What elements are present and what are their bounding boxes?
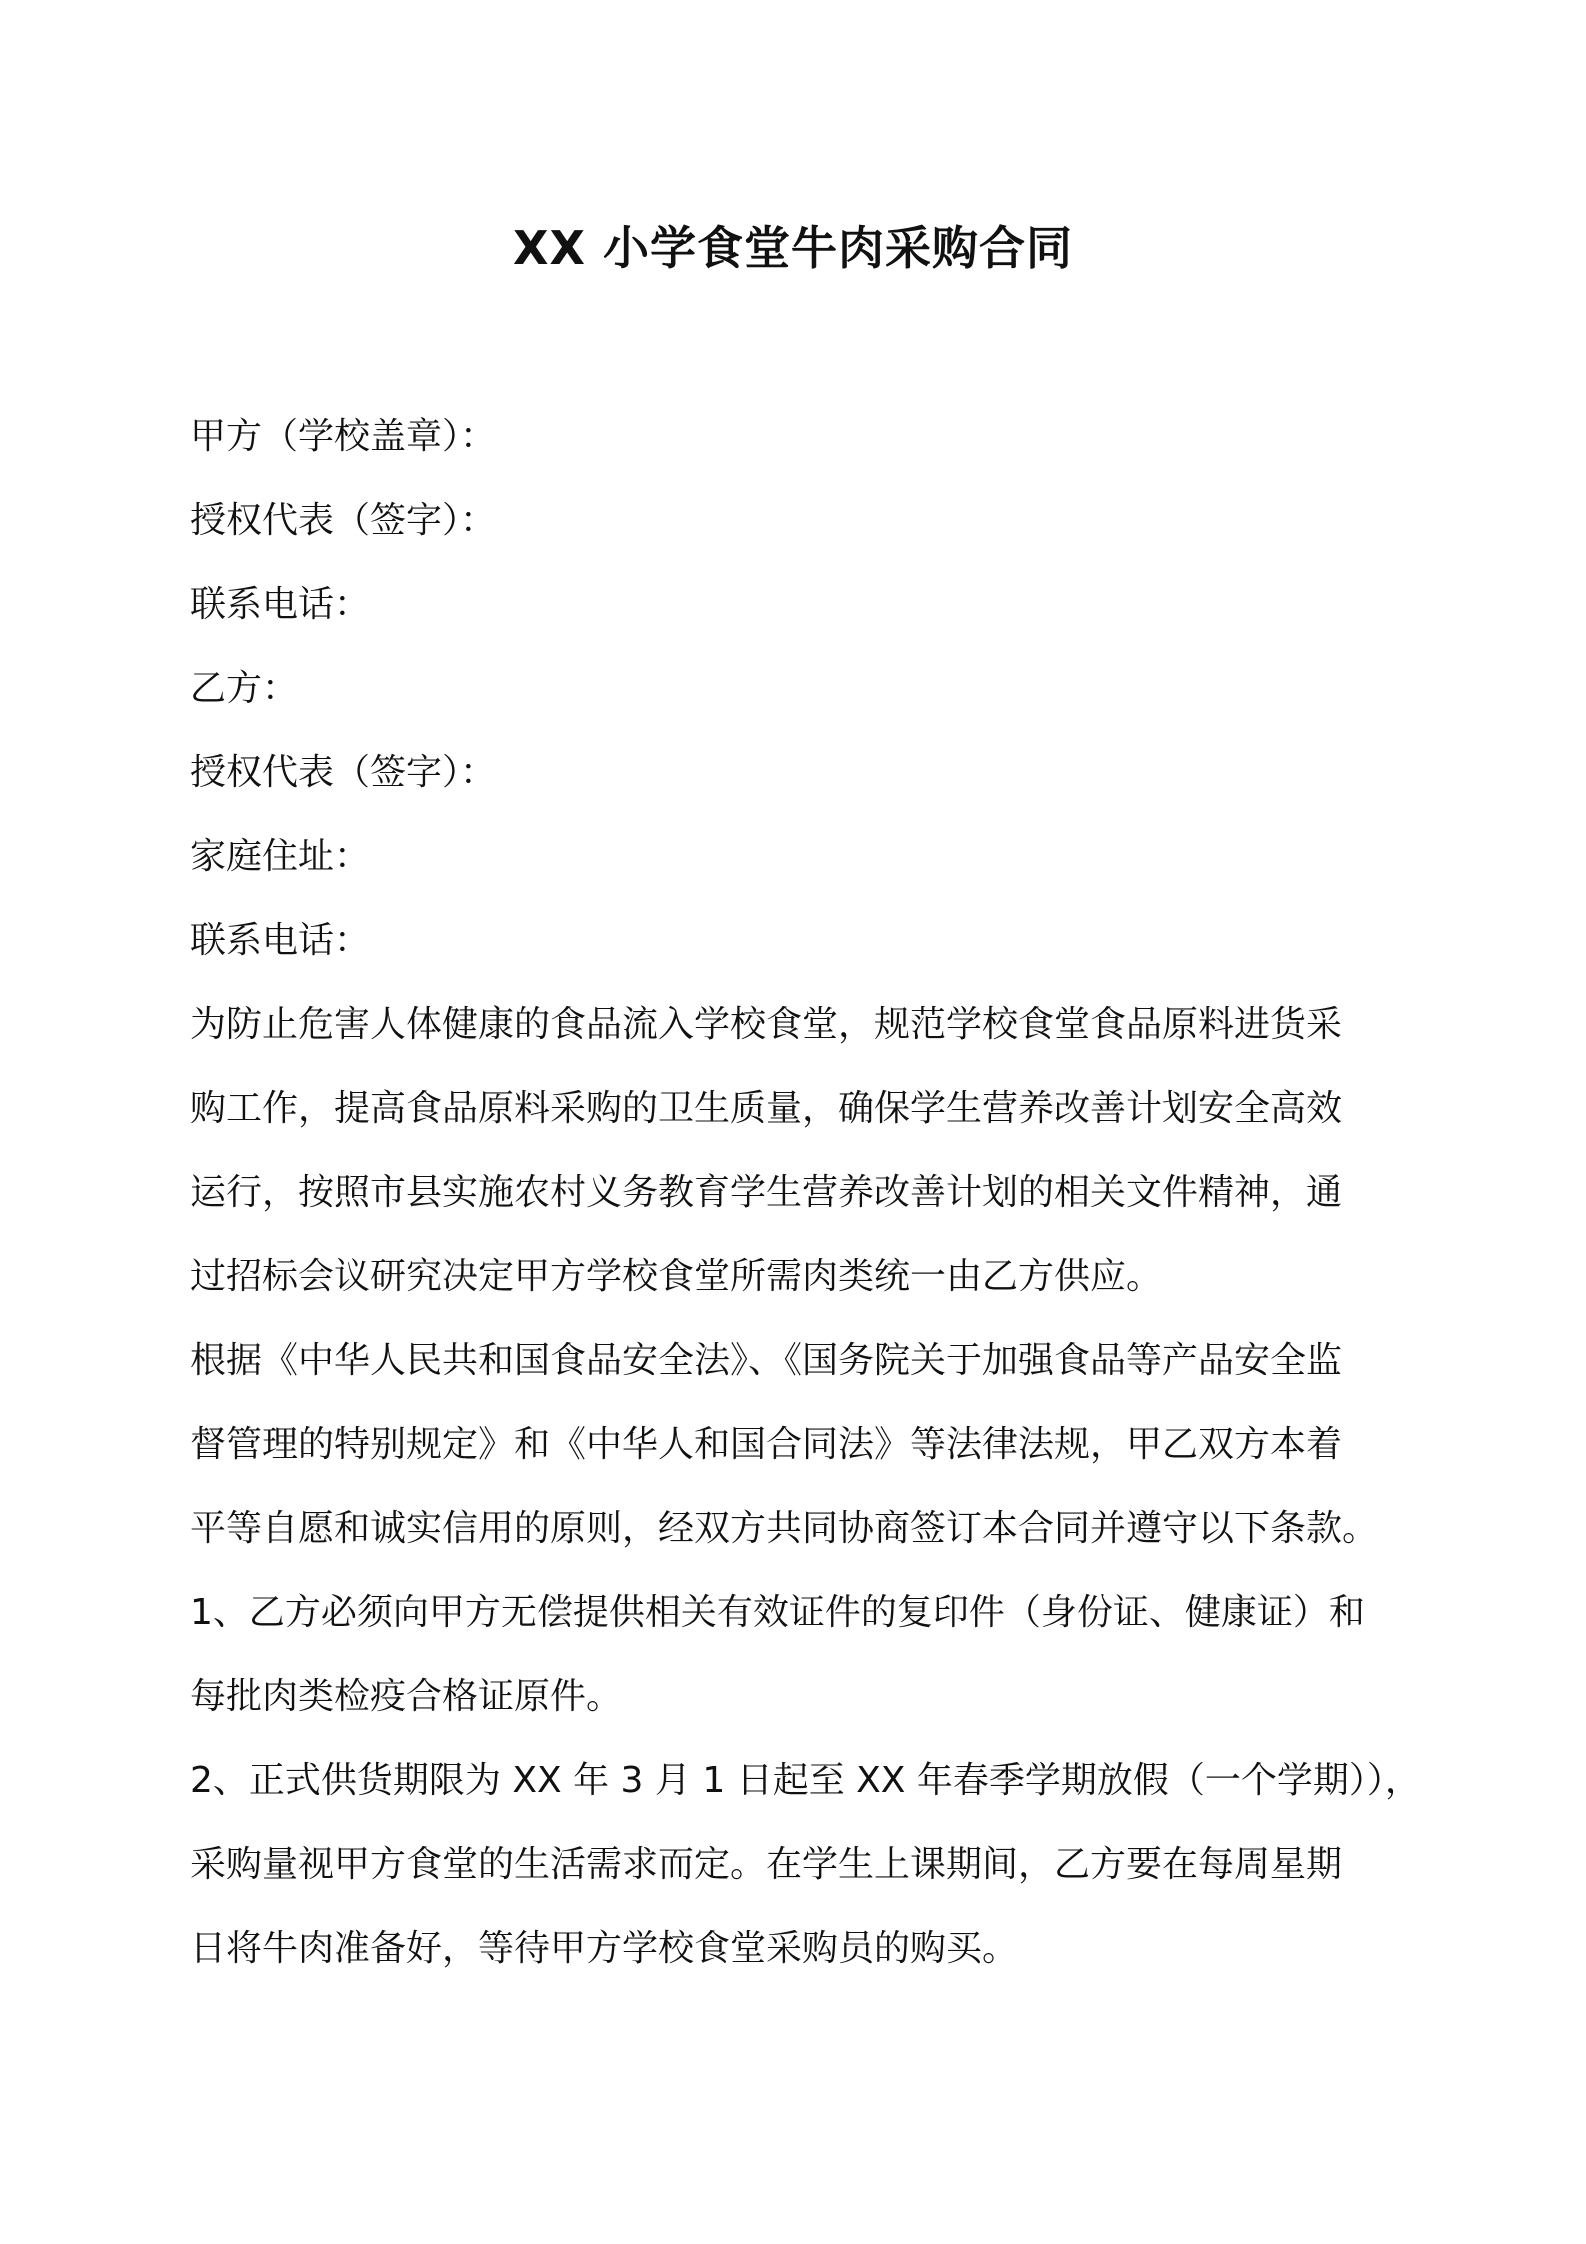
field-party-a: 甲方（学校盖章）： <box>190 416 497 457</box>
paragraph-purpose-line: 购工作，提高食品原料采购的卫生质量，确保学生营养改善计划安全高效 <box>190 1088 1343 1129</box>
document-body <box>190 395 1421 1991</box>
clause-1-line: 每批肉类检疫合格证原件。 <box>190 1676 623 1717</box>
document-title: XX 小学食堂牛肉采购合同 <box>513 221 1073 275</box>
clause-1-line: 1、乙方必须向甲方无偿提供相关有效证件的复印件（身份证、健康证）和 <box>190 1592 1365 1633</box>
paragraph-legal-basis-line: 督管理的特别规定》和《中华人和国合同法》等法律法规，甲乙双方本着 <box>190 1424 1343 1465</box>
clause-2-line: 日将牛肉准备好，等待甲方学校食堂采购员的购买。 <box>190 1928 1019 1969</box>
paragraph-purpose-line: 为防止危害人体健康的食品流入学校食堂，规范学校食堂食品原料进货采 <box>190 1004 1343 1045</box>
paragraph-purpose-line: 过招标会议研究决定甲方学校食堂所需肉类统一由乙方供应。 <box>190 1256 1163 1297</box>
field-party-b-representative: 授权代表（签字）： <box>190 752 497 793</box>
field-party-a-phone: 联系电话： <box>190 584 371 625</box>
field-party-b-phone: 联系电话： <box>190 920 371 961</box>
field-party-b: 乙方： <box>190 668 299 709</box>
paragraph-legal-basis-line: 根据《中华人民共和国食品安全法》、《国务院关于加强食品等产品安全监 <box>190 1340 1343 1381</box>
clause-2-line: 2、正式供货期限为 XX 年 3 月 1 日起至 XX 年春季学期放假（一个学期））， <box>190 1760 1421 1801</box>
paragraph-purpose-line: 运行，按照市县实施农村义务教育学生营养改善计划的相关文件精神，通 <box>190 1172 1343 1213</box>
clause-2-line: 采购量视甲方食堂的生活需求而定。在学生上课期间，乙方要在每周星期 <box>190 1844 1343 1885</box>
paragraph-legal-basis-line: 平等自愿和诚实信用的原则，经双方共同协商签订本合同并遵守以下条款。 <box>190 1508 1379 1549</box>
field-party-a-representative: 授权代表（签字）： <box>190 500 497 541</box>
field-party-b-address: 家庭住址： <box>190 836 371 877</box>
